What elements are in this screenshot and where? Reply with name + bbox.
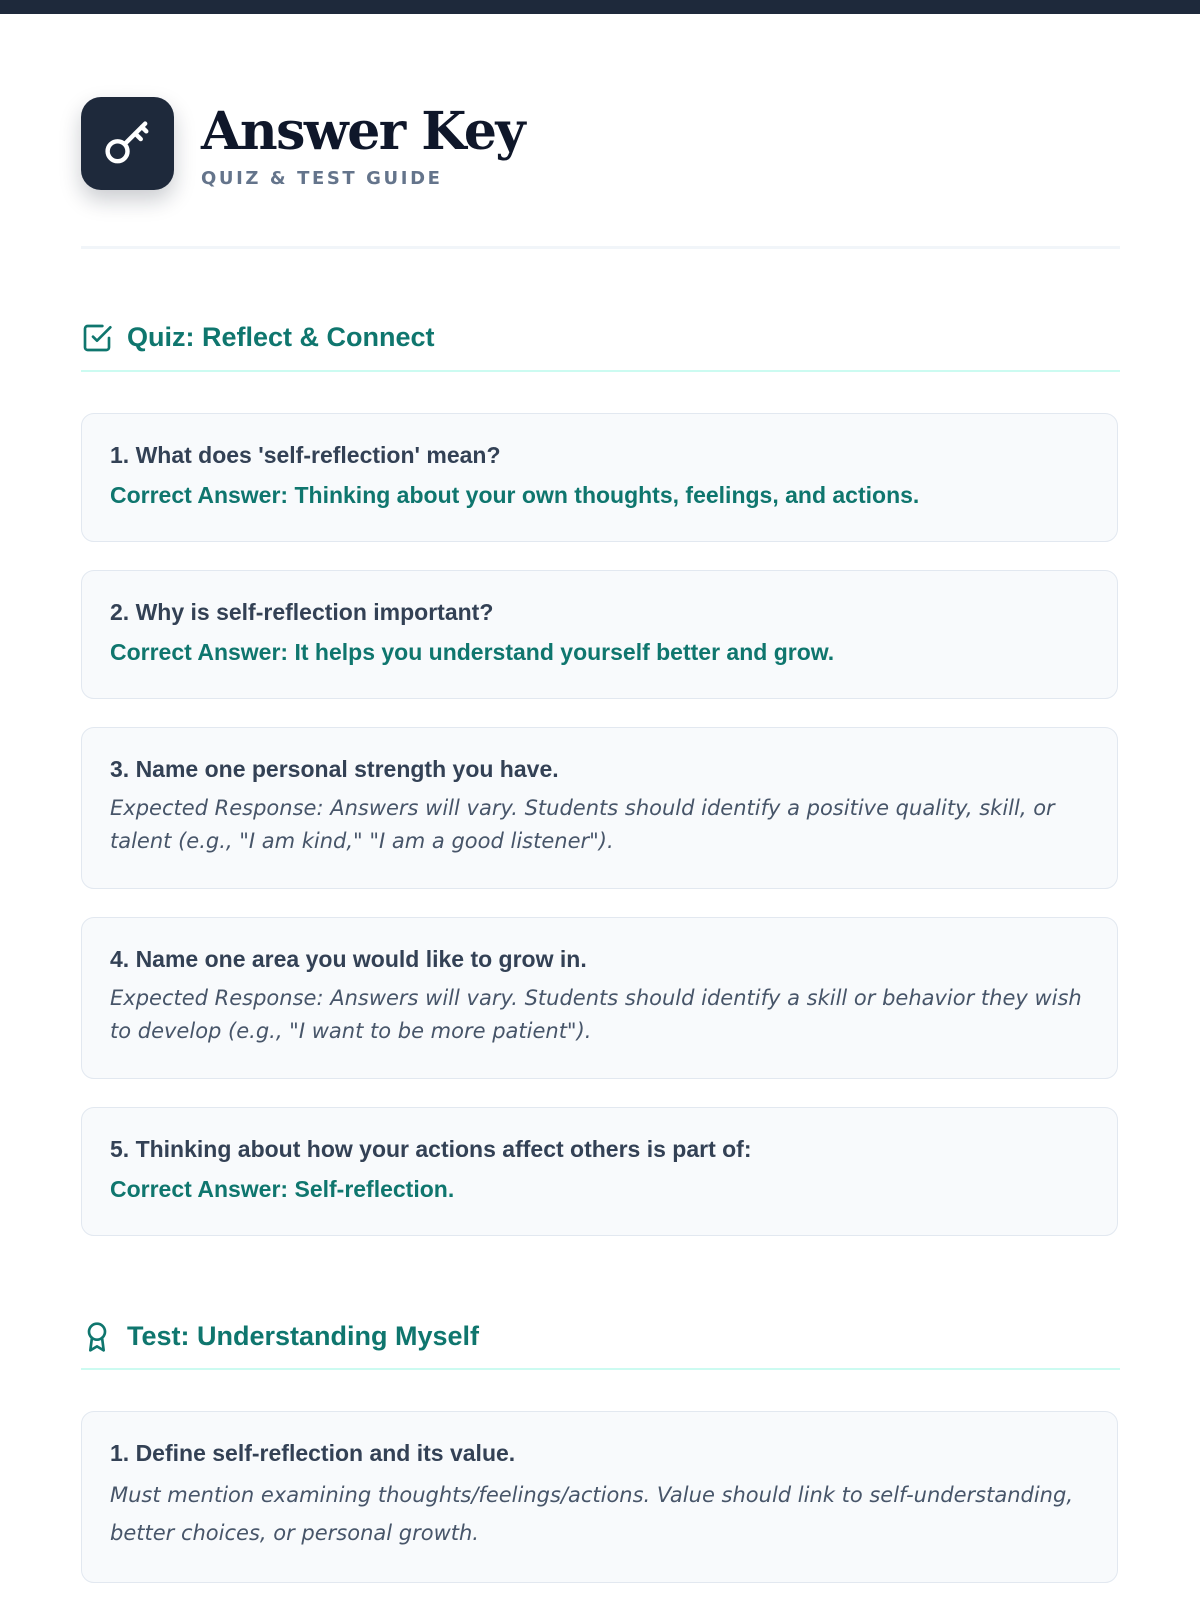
key-icon (101, 117, 154, 170)
checkbox-icon (81, 322, 113, 354)
section-heading-quiz (81, 320, 1120, 354)
question-card (81, 570, 1118, 699)
question-card (81, 727, 1118, 889)
question-text: 1. What does 'self-reflection' mean? (110, 442, 501, 468)
section-title: Test: Understanding Myself (127, 1321, 480, 1351)
question-text: 2. Why is self-reflection important? (110, 599, 494, 625)
question-card (81, 1107, 1118, 1236)
section-heading-test (81, 1319, 1120, 1353)
section-divider (81, 370, 1120, 372)
correct-answer: Correct Answer: Self-reflection. (110, 1176, 455, 1202)
award-ribbon-icon (81, 1321, 113, 1353)
question-card (81, 917, 1118, 1079)
correct-answer: Correct Answer: Thinking about your own thoughts, feelings, and actions. (110, 482, 920, 508)
header-divider (81, 246, 1120, 249)
expected-response: Expected Response: Answers will vary. Students should identify a positive quality, skill, or talent (e.g., "I am kind," "I am a good listener"). (110, 796, 1055, 853)
page-subtitle: QUIZ & TEST GUIDE (201, 168, 443, 189)
correct-answer: Correct Answer: It helps you understand yourself better and grow. (110, 639, 835, 665)
page-header (81, 97, 1120, 191)
section-divider (81, 1368, 1120, 1370)
question-text: 1. Define self-reflection and its value. (110, 1440, 516, 1466)
expected-response: Must mention examining thoughts/feelings/actions. Value should link to self-understanding, better choices, or personal growth. (110, 1483, 1073, 1545)
question-card (81, 413, 1118, 542)
expected-response: Expected Response: Answers will vary. Students should identify a skill or behavior they wish to develop (e.g., "I want to be more patient"). (110, 986, 1082, 1043)
question-text: 5. Thinking about how your actions affect others is part of: (110, 1136, 752, 1162)
question-text: 3. Name one personal strength you have. (110, 756, 559, 782)
question-card (81, 1411, 1118, 1583)
question-text: 4. Name one area you would like to grow in. (110, 946, 587, 972)
page-title: Answer Key (201, 101, 525, 162)
top-accent-bar (0, 0, 1200, 14)
section-title: Quiz: Reflect & Connect (127, 322, 435, 352)
logo-badge (81, 97, 174, 190)
